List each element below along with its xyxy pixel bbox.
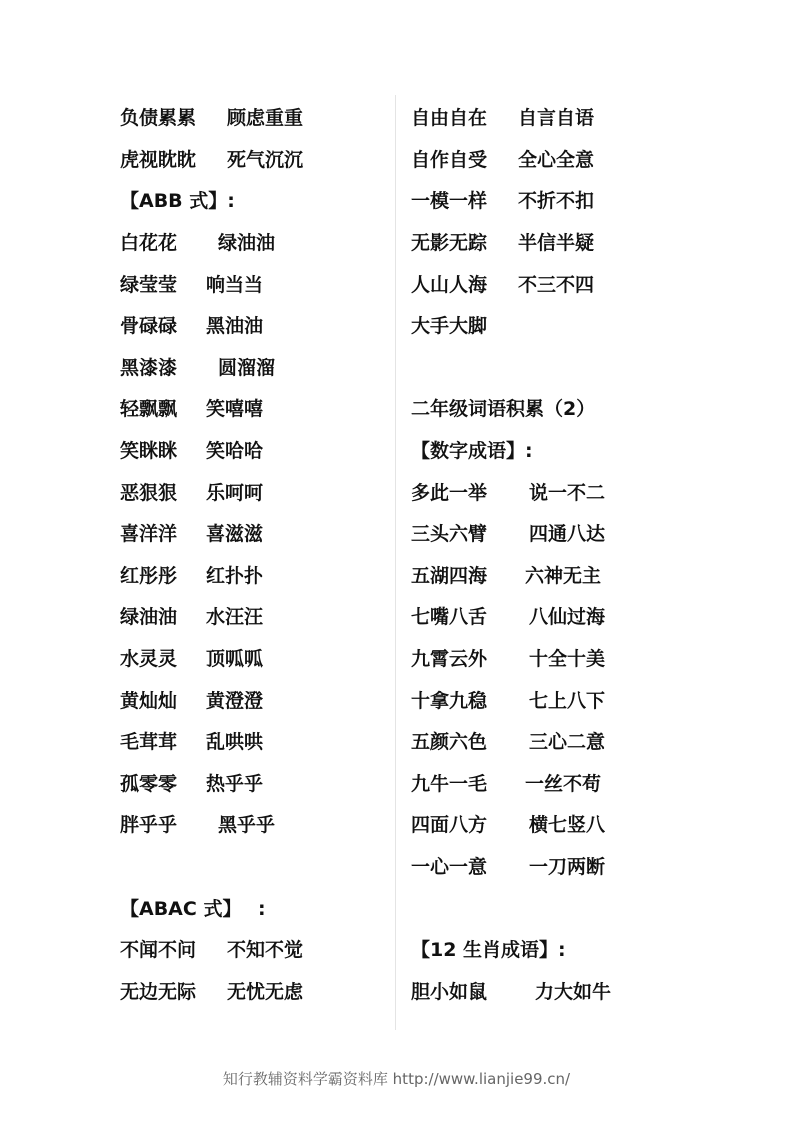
idiom: 力大如牛 xyxy=(535,981,612,1003)
word: 顶呱呱 xyxy=(206,648,264,670)
word: 笑哈哈 xyxy=(206,440,264,462)
idiom: 虎视眈眈 xyxy=(120,149,197,171)
word: 水灵灵 xyxy=(120,648,178,670)
idiom: 大手大脚 xyxy=(411,315,488,337)
idiom: 三头六臂 xyxy=(411,523,488,545)
word: 响当当 xyxy=(206,274,264,296)
idiom: 四通八达 xyxy=(529,523,606,545)
idiom: 横七竖八 xyxy=(529,814,606,836)
word: 热乎乎 xyxy=(206,773,264,795)
word: 红彤彤 xyxy=(120,565,178,587)
idiom: 半信半疑 xyxy=(518,232,595,254)
idiom: 一丝不苟 xyxy=(525,773,602,795)
idiom: 五湖四海 xyxy=(411,565,488,587)
idiom: 六神无主 xyxy=(525,565,602,587)
idiom: 胆小如鼠 xyxy=(411,981,488,1003)
word: 恶狠狠 xyxy=(120,482,178,504)
idiom: 无边无际 xyxy=(120,981,197,1003)
footer-watermark: 知行教辅资料学霸资料库 http://www.lianjie99.cn/ xyxy=(222,1070,571,1088)
idiom: 人山人海 xyxy=(411,274,488,296)
idiom: 九牛一毛 xyxy=(411,773,488,795)
word: 喜滋滋 xyxy=(206,523,264,545)
idiom: 不三不四 xyxy=(518,274,595,296)
word: 绿莹莹 xyxy=(120,274,178,296)
idiom: 多此一举 xyxy=(411,482,488,504)
word: 黄灿灿 xyxy=(120,690,178,712)
word: 绿油油 xyxy=(120,606,178,628)
idiom: 无忧无虑 xyxy=(227,981,304,1003)
section-title: 二年级词语积累（2） xyxy=(411,398,596,420)
idiom: 一模一样 xyxy=(411,190,488,212)
word: 骨碌碌 xyxy=(120,315,178,337)
word: 轻飘飘 xyxy=(120,398,178,420)
idiom: 五颜六色 xyxy=(411,731,488,753)
idiom: 全心全意 xyxy=(518,149,595,171)
idiom: 七上八下 xyxy=(529,690,606,712)
word: 红扑扑 xyxy=(206,565,264,587)
section-heading: 【ABB 式】: xyxy=(120,190,235,212)
section-heading: 【ABAC 式】 xyxy=(120,898,242,920)
idiom: 不折不扣 xyxy=(518,190,595,212)
idiom: 自言自语 xyxy=(518,107,595,129)
idiom: 无影无踪 xyxy=(411,232,488,254)
word: 毛茸茸 xyxy=(120,731,178,753)
idiom: 不闻不问 xyxy=(120,939,197,961)
idiom: 四面八方 xyxy=(411,814,488,836)
word: 水汪汪 xyxy=(206,606,264,628)
section-heading-colon: : xyxy=(258,898,266,920)
idiom: 顾虑重重 xyxy=(227,107,304,129)
word: 圆溜溜 xyxy=(218,357,276,379)
idiom: 七嘴八舌 xyxy=(411,606,488,628)
word: 绿油油 xyxy=(218,232,276,254)
word: 黄澄澄 xyxy=(206,690,264,712)
word: 孤零零 xyxy=(120,773,178,795)
section-heading: 【12 生肖成语】: xyxy=(411,939,566,961)
word: 乱哄哄 xyxy=(206,731,264,753)
idiom: 十全十美 xyxy=(529,648,606,670)
idiom: 三心二意 xyxy=(529,731,606,753)
section-heading: 【数字成语】: xyxy=(411,440,533,462)
column-divider xyxy=(395,95,396,1030)
word: 笑嘻嘻 xyxy=(206,398,264,420)
word: 乐呵呵 xyxy=(206,482,264,504)
idiom: 死气沉沉 xyxy=(227,149,304,171)
idiom: 一心一意 xyxy=(411,856,488,878)
idiom: 八仙过海 xyxy=(529,606,606,628)
idiom: 不知不觉 xyxy=(227,939,304,961)
word: 黑漆漆 xyxy=(120,357,178,379)
word: 喜洋洋 xyxy=(120,523,178,545)
idiom: 说一不二 xyxy=(529,482,606,504)
idiom: 一刀两断 xyxy=(529,856,606,878)
word: 白花花 xyxy=(120,232,178,254)
word: 笑眯眯 xyxy=(120,440,178,462)
idiom: 九霄云外 xyxy=(411,648,488,670)
idiom: 自由自在 xyxy=(411,107,488,129)
idiom: 负债累累 xyxy=(120,107,197,129)
word: 胖乎乎 xyxy=(120,814,178,836)
idiom: 自作自受 xyxy=(411,149,488,171)
word: 黑乎乎 xyxy=(218,814,276,836)
word: 黑油油 xyxy=(206,315,264,337)
idiom: 十拿九稳 xyxy=(411,690,488,712)
